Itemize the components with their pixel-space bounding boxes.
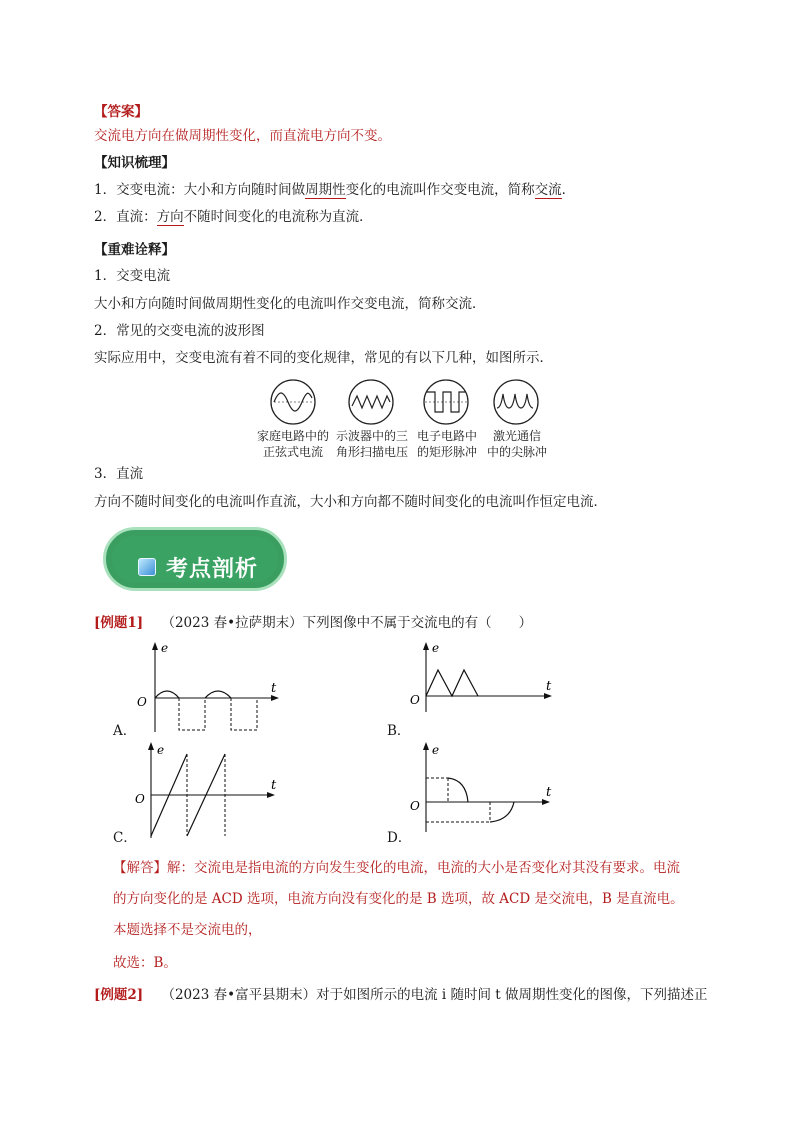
example-2-tag: [例题2] xyxy=(94,987,144,1003)
answer-header: 【答案】 xyxy=(94,104,148,120)
option-a-origin: O xyxy=(137,695,147,709)
knowledge-header: 【知识梳理】 xyxy=(94,155,175,171)
square-wave-icon xyxy=(419,378,473,426)
spike-wave-icon xyxy=(489,378,543,426)
option-c-axis-x: t xyxy=(271,778,277,793)
answer-text: 交流电方向在做周期性变化，而直流电方向不变。 xyxy=(94,128,391,144)
option-a-axis-x: t xyxy=(271,681,277,696)
option-d-origin: O xyxy=(410,799,420,813)
knowledge-item-1 xyxy=(94,182,575,198)
example-1-tag: [例题1] xyxy=(94,615,144,631)
section-3-text: 方向不随时间变化的电流叫作直流，大小和方向都不随时间变化的电流叫作恒定电流． xyxy=(94,494,607,510)
caption-4-line-2: 中的尖脉冲 xyxy=(486,445,547,460)
option-c-graph xyxy=(125,740,285,840)
triangle-wave-icon xyxy=(344,378,398,426)
knowledge-item-1-prefix: 1．交变电流：大小和方向随时间做 xyxy=(94,182,306,198)
waveform-caption-4 xyxy=(474,428,560,460)
example-1-question xyxy=(94,615,532,631)
section-2-title: 2．常见的交变电流的波形图 xyxy=(94,323,265,339)
blank-direction: 方向 xyxy=(156,209,184,225)
knowledge-item-1-mid: 变化的电流叫作交变电流，简称 xyxy=(345,182,535,198)
solution-tag: 【解答】 xyxy=(113,860,167,876)
blank-ac: 交流 xyxy=(534,182,562,198)
option-b-axis-x: t xyxy=(546,679,552,694)
option-a-axis-y: e xyxy=(161,641,169,655)
option-d-axis-x: t xyxy=(546,785,552,800)
option-b-label: B． xyxy=(387,723,411,739)
caption-3-line-2: 的矩形脉冲 xyxy=(416,445,477,460)
option-a-graph xyxy=(125,640,285,735)
option-d-axis-y: e xyxy=(432,743,440,757)
section-3-title: 3．直流 xyxy=(94,466,144,482)
knowledge-item-1-end: ． xyxy=(561,182,576,198)
caption-4-line-1: 激光通信 xyxy=(492,429,541,443)
option-b-origin: O xyxy=(410,693,420,707)
search-icon xyxy=(138,558,156,576)
section-banner xyxy=(103,527,287,591)
caption-2-line-1: 示波器中的三 xyxy=(335,429,408,443)
section-2-text: 实际应用中，交变电流有着不同的变化规律，常见的有以下几种，如图所示． xyxy=(94,350,553,366)
option-b-graph xyxy=(400,640,560,715)
example-2-question xyxy=(94,987,708,1003)
caption-1-line-2: 正弦式电流 xyxy=(262,445,323,460)
knowledge-item-2 xyxy=(94,209,373,225)
solution-line-3: 本题选择不是交流电的， xyxy=(113,922,262,938)
section-1-text: 大小和方向随时间做周期性变化的电流叫作交变电流，简称交流． xyxy=(94,296,486,312)
option-a-label: A． xyxy=(113,723,137,739)
explain-header: 【重难诠释】 xyxy=(94,242,175,258)
caption-1-line-1: 家庭电路中的 xyxy=(256,429,329,443)
waveform-caption-1 xyxy=(250,428,336,460)
option-c-axis-y: e xyxy=(157,743,165,757)
option-c-origin: O xyxy=(135,792,145,806)
example-1-text: （2023 春•拉萨期末）下列图像中不属于交流电的有（ ） xyxy=(161,615,533,631)
waveform-caption-2 xyxy=(329,428,415,460)
option-c-label: C． xyxy=(113,830,137,846)
blank-periodic: 周期性 xyxy=(305,182,346,198)
caption-2-line-2: 角形扫描电压 xyxy=(335,445,408,460)
solution-line-1 xyxy=(113,860,680,876)
solution-text-1: 解：交流电是指电流的方向发生变化的电流，电流的大小是否变化对其没有要求。电流 xyxy=(167,860,680,876)
knowledge-item-2-end: 不随时间变化的电流称为直流． xyxy=(183,209,373,225)
example-2-text: （2023 春•富平县期末）对于如图所示的电流 i 随时间 t 做周期性变化的图像，下列描述正 xyxy=(161,987,708,1003)
section-1-title: 1．交变电流 xyxy=(94,268,171,284)
knowledge-item-2-prefix: 2．直流： xyxy=(94,209,157,225)
solution-line-2: 的方向变化的是 ACD 选项，电流方向没有变化的是 B 选项，故 ACD 是交流电，B 是直流电。 xyxy=(113,891,684,907)
solution-answer: 故选：B。 xyxy=(113,955,177,971)
option-d-label: D． xyxy=(387,830,412,846)
option-b-axis-y: e xyxy=(432,641,440,655)
caption-3-line-1: 电子电路中 xyxy=(416,429,477,443)
sine-wave-icon xyxy=(266,378,320,426)
option-d-graph xyxy=(400,740,560,835)
banner-title: 考点剖析 xyxy=(166,557,259,582)
banner-inner xyxy=(112,536,278,582)
